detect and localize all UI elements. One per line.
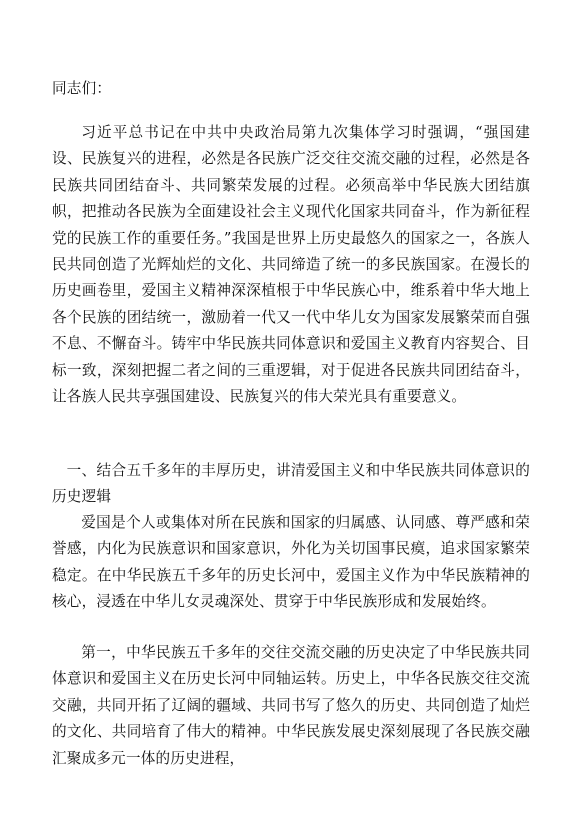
greeting: 同志们：: [52, 80, 112, 97]
body-paragraph-1: 爱国是个人或集体对所在民族和国家的归属感、认同感、尊严感和荣誉感，内化为民族意识和国家意识，外化为关切国事民瘼，追求国家繁荣稳定。在中华民族五千多年的历史长河中，爱国主义作为中华民族精神的核心，浸透在中华儿女灵魂深处、贯穿于中华民族形成和发展始终。: [52, 514, 530, 611]
section-heading: 一、结合五千多年的丰厚历史，讲清爱国主义和中华民族共同体意识的历史逻辑: [52, 462, 530, 506]
body-paragraph-2: 第一，中华民族五千多年的交往交流交融的历史决定了中华民族共同体意识和爱国主义在历史长河中同轴运转。历史上，中华各民族交往交流交融，共同开拓了辽阔的疆域、共同书写了悠久的历史、共同创造了灿烂的文化、共同培育了伟大的精神。中华民族发展史深刻展现了各民族交融汇聚成多元一体的历史进程，: [52, 644, 530, 767]
intro-paragraph: 习近平总书记在中共中央政治局第九次集体学习时强调，“强国建设、民族复兴的进程，必然是各民族广泛交往交流交融的过程，必然是各民族共同团结奋斗、共同繁荣发展的过程。必须高举中华民族大团结旗帜，把推动各民族为全面建设社会主义现代化国家共同奋斗，作为新征程党的民族工作的重要任务。”我国是世界上历史最悠久的国家之一，各族人民共同创造了光辉灿烂的文化、共同缔造了统一的多民族国家。在漫长的历史画卷里，爱国主义精神深深植根于中华民族心中，维系着中华大地上各个民族的团结统一，激励着一代又一代中华儿女为国家发展繁荣而自强不息、不懈奋斗。铸牢中华民族共同体意识和爱国主义教育内容契合、目标一致，深刻把握二者之间的三重逻辑，对于促进各民族共同团结奋斗，让各族人民共享强国建设、民族复兴的伟大荣光具有重要意义。: [52, 124, 530, 406]
